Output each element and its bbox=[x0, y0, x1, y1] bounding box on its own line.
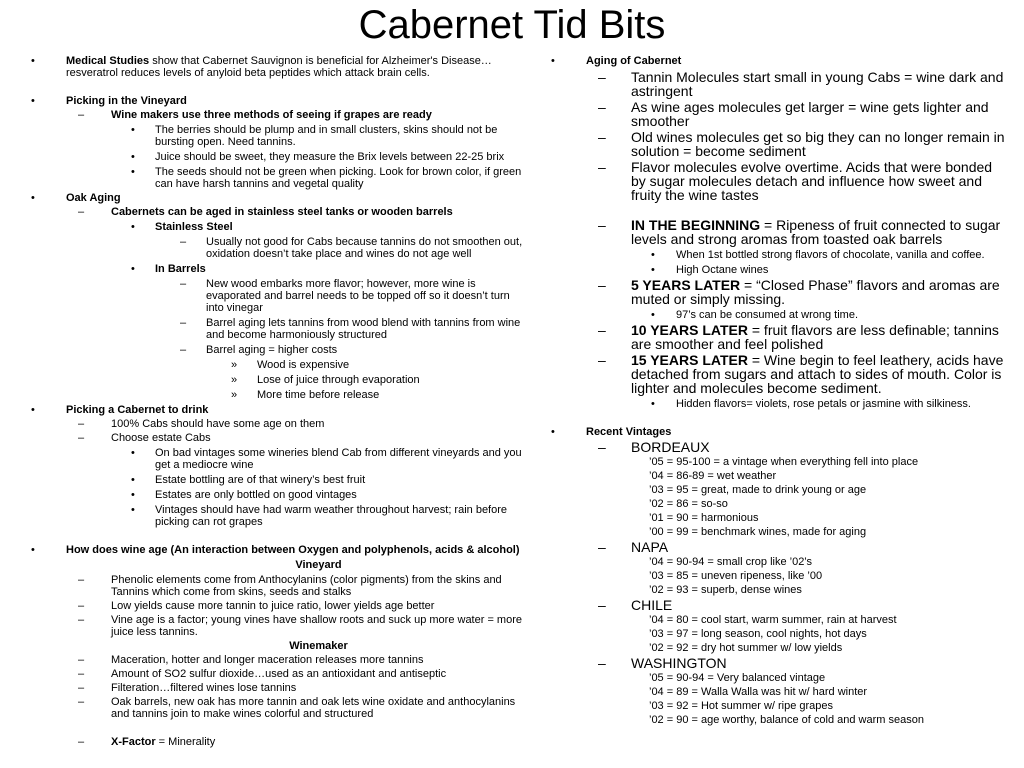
in-the-beginning-text: = Ripeness of fruit connected to sugar levels and strong aromas from toasted oak barrels bbox=[631, 217, 1001, 247]
dash-marker: – bbox=[598, 129, 606, 145]
dash-marker: – bbox=[598, 439, 606, 455]
vineyard-subheading bbox=[28, 559, 526, 571]
right-column bbox=[548, 52, 1008, 726]
aging-heading-text: Aging of Cabernet bbox=[586, 55, 682, 67]
list-item bbox=[28, 574, 526, 598]
bullet-marker: • bbox=[651, 309, 655, 321]
oak-aging-sub-text: Cabernets can be aged in stainless steel tanks or wooden barrels bbox=[111, 206, 453, 218]
list-item bbox=[28, 151, 526, 163]
bullet-marker: • bbox=[131, 474, 135, 486]
picking-vineyard-heading bbox=[28, 95, 526, 107]
medical-studies-label: Medical Studies bbox=[66, 55, 150, 67]
five-years-item bbox=[548, 278, 1008, 306]
five-years-text: = “Closed Phase” flavors and aromas are muted or simply missing. bbox=[631, 277, 1000, 307]
bullet-marker: • bbox=[651, 398, 655, 410]
chevron-marker: » bbox=[231, 389, 238, 401]
dash-marker: – bbox=[78, 654, 85, 666]
x-factor-text: = Minerality bbox=[155, 736, 216, 748]
chevron-marker: » bbox=[231, 374, 238, 386]
list-item bbox=[548, 309, 1008, 321]
vintage-line: ’04 = 86-89 = wet weather bbox=[649, 470, 777, 482]
bullet-marker: • bbox=[651, 249, 655, 261]
vintage-line: ’04 = 90-94 = small crop like ’02’s bbox=[649, 556, 813, 568]
list-item-text: Filteration…filtered wines lose tannins bbox=[111, 682, 297, 694]
stainless-steel-item bbox=[28, 221, 526, 233]
bullet-marker: • bbox=[131, 447, 135, 459]
vintage-line: ’04 = 89 = Walla Walla was hit w/ hard winter bbox=[649, 686, 868, 698]
list-item bbox=[28, 317, 526, 341]
list-item bbox=[548, 130, 1008, 158]
bullet-marker: • bbox=[31, 192, 35, 204]
list-item-text: Lose of juice through evaporation bbox=[257, 374, 420, 386]
region-bordeaux bbox=[548, 440, 1008, 454]
list-item-text: The seeds should not be green when picking. Look for brown color, if green can have harsh tannins and vegetal quality bbox=[155, 166, 522, 190]
list-item bbox=[28, 682, 526, 694]
list-item bbox=[28, 389, 526, 401]
list-item bbox=[28, 124, 526, 148]
vintage-line: ’03 = 95 = great, made to drink young or age bbox=[649, 484, 867, 496]
list-item bbox=[28, 696, 526, 720]
list-item bbox=[28, 654, 526, 666]
list-item-text: When 1st bottled strong flavors of chocolate, vanilla and coffee. bbox=[676, 249, 985, 261]
ten-years-text: = fruit flavors are less definable; tannins are smoother and feel polished bbox=[631, 322, 999, 352]
dash-marker: – bbox=[180, 344, 187, 356]
list-item bbox=[548, 249, 1008, 261]
chevron-marker: » bbox=[231, 359, 238, 371]
region-name: NAPA bbox=[631, 539, 669, 555]
vintage-line: ’02 = 92 = dry hot summer w/ low yields bbox=[649, 642, 843, 654]
winemaker-label: Winemaker bbox=[289, 640, 348, 652]
list-item bbox=[28, 344, 526, 356]
bullet-marker: • bbox=[131, 504, 135, 516]
bullet-marker: • bbox=[551, 55, 555, 67]
list-item-text: Wood is expensive bbox=[257, 359, 350, 371]
how-wine-ages-heading-text: How does wine age (An interaction between Oxygen and polyphenols, acids & alcohol) bbox=[66, 544, 520, 556]
list-item-text: High Octane wines bbox=[676, 264, 769, 276]
bullet-marker: • bbox=[551, 426, 555, 438]
vintage-line: ’00 = 99 = benchmark wines, made for aging bbox=[649, 526, 867, 538]
bullet-marker: • bbox=[31, 55, 35, 67]
dash-marker: – bbox=[598, 539, 606, 555]
list-item bbox=[548, 100, 1008, 128]
list-item bbox=[28, 447, 526, 471]
oak-aging-heading-text: Oak Aging bbox=[66, 192, 121, 204]
list-item bbox=[28, 474, 526, 486]
region-napa bbox=[548, 540, 1008, 554]
list-item bbox=[548, 264, 1008, 276]
list-item-text: Amount of SO2 sulfur dioxide…used as an antioxidant and antiseptic bbox=[111, 668, 447, 680]
vintage-line: ’05 = 95-100 = a vintage when everything fell into place bbox=[649, 456, 919, 468]
bullet-marker: • bbox=[31, 95, 35, 107]
page-title: Cabernet Tid Bits bbox=[358, 3, 666, 47]
in-the-beginning-label: IN THE BEGINNING bbox=[631, 217, 761, 233]
list-item bbox=[28, 432, 526, 444]
list-item-text: 97’s can be consumed at wrong time. bbox=[676, 309, 859, 321]
list-item-text: Barrel aging = higher costs bbox=[206, 344, 338, 356]
winemaker-subheading bbox=[28, 640, 526, 652]
region-chile bbox=[548, 598, 1008, 612]
list-item bbox=[28, 418, 526, 430]
aging-heading bbox=[548, 55, 1008, 67]
dash-marker: – bbox=[78, 668, 85, 680]
list-item-text: More time before release bbox=[257, 389, 380, 401]
list-item bbox=[548, 398, 1008, 410]
fifteen-years-text: = Wine begin to feel leathery, acids have detached from sugars and attach to sides of mouth. Color is lighter and molecules become sediment. bbox=[631, 352, 1004, 396]
dash-marker: – bbox=[598, 99, 606, 115]
vintage-line: ’01 = 90 = harmonious bbox=[649, 512, 759, 524]
list-item-text: Oak barrels, new oak has more tannin and oak lets wine oxidate and anthocylanins and tannins join to make wines colorful and structured bbox=[111, 696, 516, 720]
bullet-marker: • bbox=[31, 404, 35, 416]
list-item-text: Low yields cause more tannin to juice ratio, lower yields age better bbox=[111, 600, 435, 612]
picking-cabernet-heading-text: Picking a Cabernet to drink bbox=[66, 404, 209, 416]
region-name: CHILE bbox=[631, 597, 673, 613]
list-item bbox=[28, 504, 526, 528]
recent-vintages-heading-text: Recent Vintages bbox=[586, 426, 672, 438]
dash-marker: – bbox=[78, 600, 85, 612]
vintage-line: ’03 = 92 = Hot summer w/ ripe grapes bbox=[649, 700, 834, 712]
list-item bbox=[28, 278, 526, 314]
list-item-text: Estate bottling are of that winery’s best fruit bbox=[155, 474, 366, 486]
dash-marker: – bbox=[180, 236, 187, 248]
vintage-line: ’04 = 80 = cool start, warm summer, rain at harvest bbox=[649, 614, 897, 626]
list-item-text: Juice should be sweet, they measure the Brix levels between 22-25 brix bbox=[155, 151, 505, 163]
vintage-line: ’02 = 90 = age worthy, balance of cold and warm season bbox=[649, 714, 924, 726]
bullet-marker: • bbox=[131, 263, 135, 275]
picking-vineyard-sub bbox=[28, 109, 526, 121]
list-item bbox=[28, 236, 526, 260]
list-item-text: On bad vintages some wineries blend Cab from different vineyards and you get a mediocre wine bbox=[155, 447, 522, 471]
how-wine-ages-heading bbox=[28, 544, 526, 556]
five-years-label: 5 YEARS LATER bbox=[631, 277, 741, 293]
vintage-line: ’05 = 90-94 = Very balanced vintage bbox=[649, 672, 826, 684]
list-item-text: Flavor molecules evolve overtime. Acids that were bonded by sugar molecules detach and influence how sweet and fruity the wine tastes bbox=[631, 159, 993, 203]
list-item-text: New wood embarks more flavor; however, more wine is evaporated and barrel needs to be topped off so it doesn’t turn into vinegar bbox=[206, 278, 510, 314]
bullet-marker: • bbox=[131, 221, 135, 233]
list-item bbox=[548, 160, 1008, 202]
dash-marker: – bbox=[78, 736, 85, 748]
vintage-line: ’02 = 93 = superb, dense wines bbox=[649, 584, 802, 596]
in-barrels-item bbox=[28, 263, 526, 275]
left-column bbox=[28, 52, 526, 748]
list-item-text: Vine age is a factor; young vines have shallow roots and suck up more water = more juice less tannins. bbox=[111, 614, 522, 638]
list-item-text: Barrel aging lets tannins from wood blend with tannins from wine and become harmoniously structured bbox=[206, 317, 521, 341]
list-item-text: Estates are only bottled on good vintages bbox=[155, 489, 357, 501]
dash-marker: – bbox=[78, 418, 85, 430]
picking-vineyard-heading-text: Picking in the Vineyard bbox=[66, 95, 187, 107]
list-item-text: Usually not good for Cabs because tannins do not smoothen out, oxidation doesn’t take place and wines do not age well bbox=[206, 236, 523, 260]
list-item-text: As wine ages molecules get larger = wine gets lighter and smoother bbox=[631, 99, 989, 129]
list-item bbox=[28, 600, 526, 612]
in-the-beginning-item bbox=[548, 218, 1008, 246]
fifteen-years-label: 15 YEARS LATER bbox=[631, 352, 748, 368]
medical-studies-text: show that Cabernet Sauvignon is beneficial for Alzheimer's Disease…resveratrol reduces levels of anyloid beta peptides which attack brain cells. bbox=[66, 55, 492, 79]
list-item bbox=[28, 374, 526, 386]
region-name: WASHINGTON bbox=[631, 655, 727, 671]
stainless-steel-label: Stainless Steel bbox=[155, 221, 233, 233]
dash-marker: – bbox=[598, 217, 606, 233]
dash-marker: – bbox=[180, 278, 187, 290]
region-washington bbox=[548, 656, 1008, 670]
list-item-text: 100% Cabs should have some age on them bbox=[111, 418, 325, 430]
x-factor-label: X-Factor bbox=[111, 736, 156, 748]
vintage-line: ’03 = 97 = long season, cool nights, hot days bbox=[649, 628, 867, 640]
dash-marker: – bbox=[598, 322, 606, 338]
vineyard-label: Vineyard bbox=[295, 559, 342, 571]
bullet-marker: • bbox=[31, 544, 35, 556]
list-item bbox=[28, 614, 526, 638]
list-item-text: Tannin Molecules start small in young Cabs = wine dark and astringent bbox=[631, 69, 1004, 99]
dash-marker: – bbox=[598, 597, 606, 613]
list-item-text: Old wines molecules get so big they can no longer remain in solution = become sediment bbox=[631, 129, 1005, 159]
dash-marker: – bbox=[78, 574, 85, 586]
ten-years-label: 10 YEARS LATER bbox=[631, 322, 748, 338]
x-factor-item bbox=[28, 736, 526, 748]
list-item bbox=[548, 70, 1008, 98]
list-item-text: Phenolic elements come from Anthocylanins (color pigments) from the skins and Tannins which come from skins, seeds and stalks bbox=[111, 574, 502, 598]
region-name: BORDEAUX bbox=[631, 439, 710, 455]
list-item-text: Vintages should have had warm weather throughout harvest; rain before picking can rot grapes bbox=[155, 504, 508, 528]
dash-marker: – bbox=[598, 277, 606, 293]
dash-marker: – bbox=[598, 352, 606, 368]
picking-cabernet-heading bbox=[28, 404, 526, 416]
list-item bbox=[28, 668, 526, 680]
list-item-text: Hidden flavors= violets, rose petals or jasmine with silkiness. bbox=[676, 398, 971, 410]
dash-marker: – bbox=[78, 696, 85, 708]
dash-marker: – bbox=[78, 206, 85, 218]
dash-marker: – bbox=[598, 69, 606, 85]
recent-vintages-heading bbox=[548, 426, 1008, 438]
bullet-marker: • bbox=[131, 124, 135, 136]
dash-marker: – bbox=[78, 432, 85, 444]
bullet-marker: • bbox=[651, 264, 655, 276]
dash-marker: – bbox=[78, 109, 85, 121]
bullet-marker: • bbox=[131, 489, 135, 501]
vintage-line: ’02 = 86 = so-so bbox=[649, 498, 728, 510]
medical-studies-item bbox=[28, 55, 526, 79]
list-item bbox=[28, 166, 526, 190]
list-item-text: The berries should be plump and in small clusters, skins should not be bursting open. Need tannins. bbox=[155, 124, 498, 148]
list-item-text: Maceration, hotter and longer maceration releases more tannins bbox=[111, 654, 424, 666]
in-barrels-label: In Barrels bbox=[155, 263, 206, 275]
bullet-marker: • bbox=[131, 151, 135, 163]
fifteen-years-item bbox=[548, 353, 1008, 395]
dash-marker: – bbox=[78, 682, 85, 694]
oak-aging-heading bbox=[28, 192, 526, 204]
list-item bbox=[28, 489, 526, 501]
bullet-marker: • bbox=[131, 166, 135, 178]
dash-marker: – bbox=[180, 317, 187, 329]
dash-marker: – bbox=[598, 159, 606, 175]
oak-aging-sub bbox=[28, 206, 526, 218]
list-item-text: Choose estate Cabs bbox=[111, 432, 211, 444]
dash-marker: – bbox=[598, 655, 606, 671]
picking-vineyard-sub-text: Wine makers use three methods of seeing if grapes are ready bbox=[111, 109, 432, 121]
vintage-line: ’03 = 85 = uneven ripeness, like ’00 bbox=[649, 570, 823, 582]
ten-years-item bbox=[548, 323, 1008, 351]
dash-marker: – bbox=[78, 614, 85, 626]
list-item bbox=[28, 359, 526, 371]
